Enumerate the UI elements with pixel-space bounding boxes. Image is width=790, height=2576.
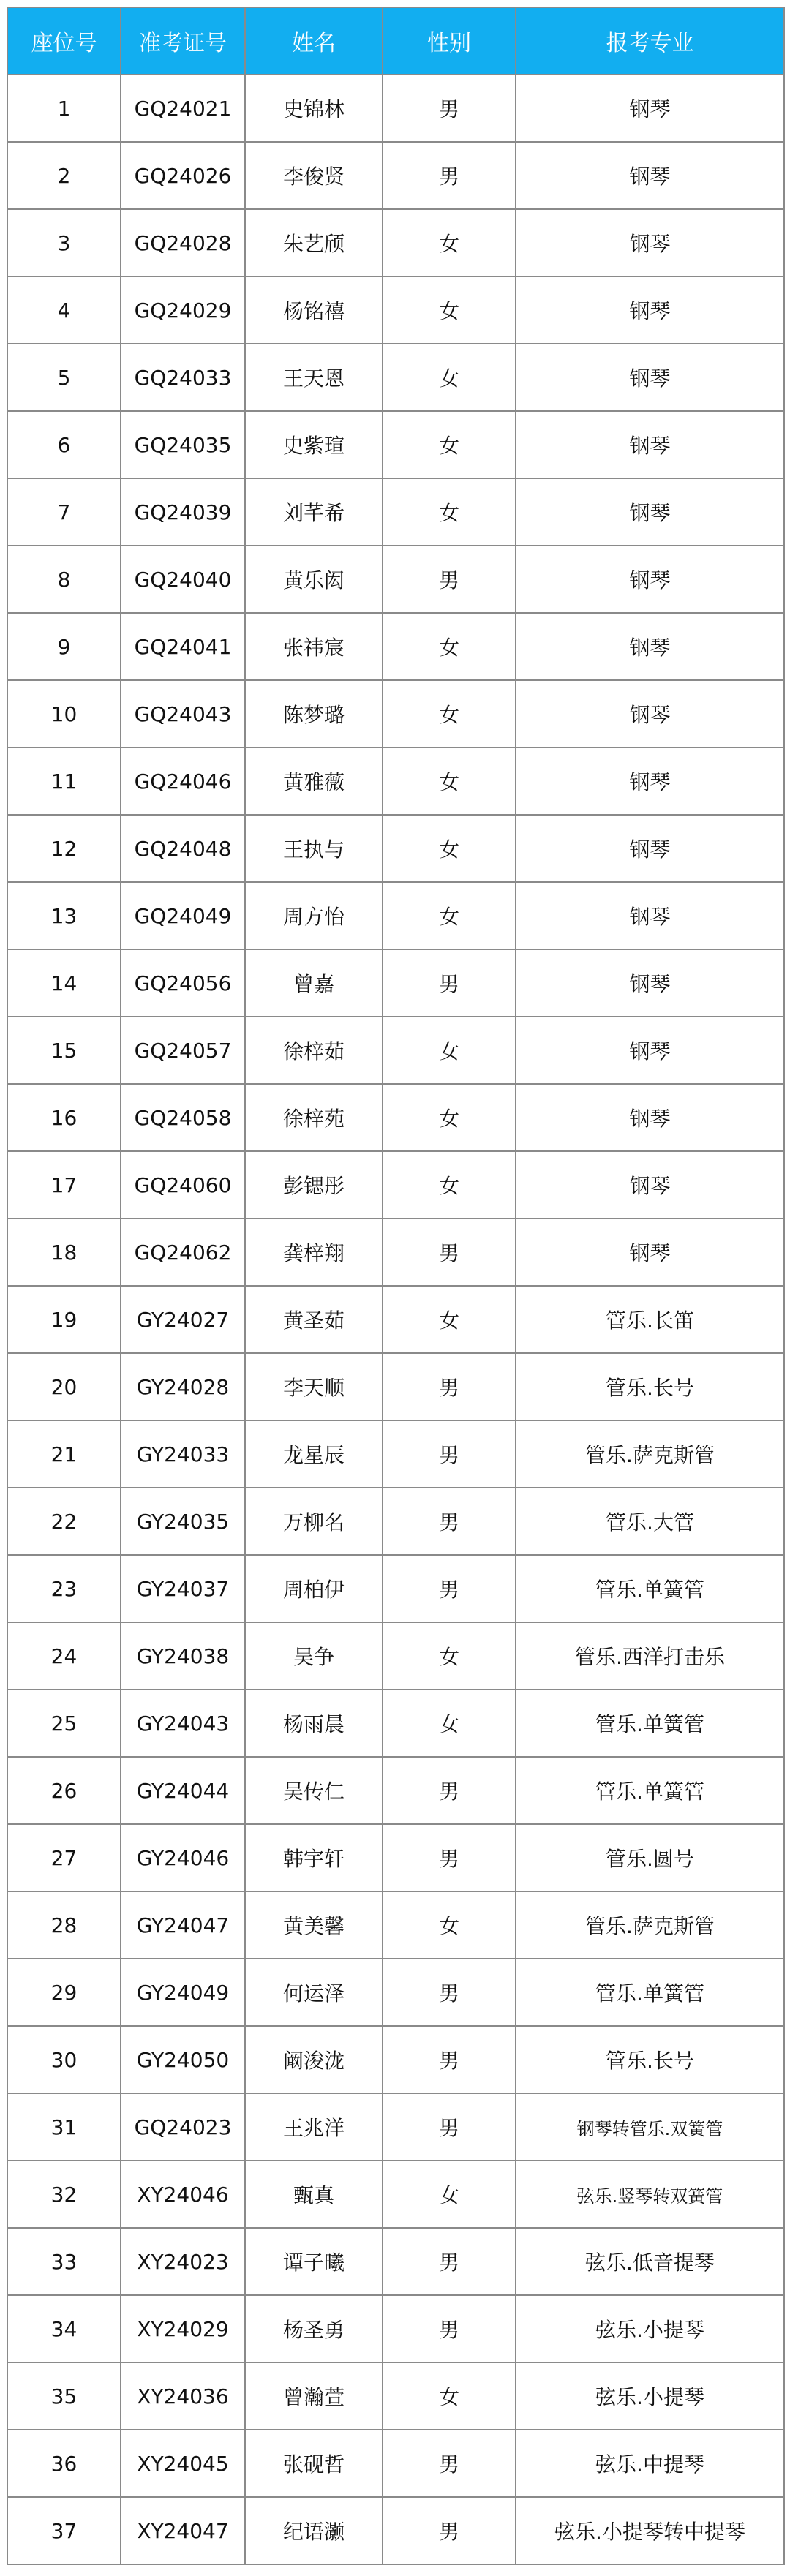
major-cell: 钢琴 [516, 1151, 784, 1219]
gender-cell: 男 [383, 1959, 516, 2026]
seat-number-cell: 11 [7, 747, 121, 815]
name-cell: 李天顺 [245, 1353, 383, 1420]
admission-ticket-cell: GQ24062 [121, 1219, 245, 1286]
seat-number-cell: 14 [7, 949, 121, 1017]
admission-ticket-cell: GY24044 [121, 1757, 245, 1824]
admission-ticket-cell: GQ24040 [121, 546, 245, 613]
gender-cell: 男 [383, 2497, 516, 2564]
header-name: 姓名 [245, 7, 383, 75]
seat-number-cell: 24 [7, 1622, 121, 1690]
major-cell: 钢琴 [516, 949, 784, 1017]
name-cell: 刘芊希 [245, 478, 383, 546]
gender-cell: 女 [383, 1286, 516, 1353]
name-cell: 龙星辰 [245, 1420, 383, 1488]
name-cell: 甄真 [245, 2161, 383, 2228]
major-cell: 管乐.长号 [516, 1353, 784, 1420]
admission-ticket-cell: GY24038 [121, 1622, 245, 1690]
admission-ticket-cell: GQ24056 [121, 949, 245, 1017]
name-cell: 周方怡 [245, 882, 383, 949]
table-row [7, 680, 784, 747]
gender-cell: 男 [383, 142, 516, 209]
admission-ticket-cell: GY24046 [121, 1824, 245, 1891]
name-cell: 吴争 [245, 1622, 383, 1690]
name-cell: 彭锶彤 [245, 1151, 383, 1219]
admission-ticket-cell: GY24035 [121, 1488, 245, 1555]
seat-number-cell: 25 [7, 1690, 121, 1757]
name-cell: 徐梓茹 [245, 1017, 383, 1084]
gender-cell: 男 [383, 1420, 516, 1488]
name-cell: 周柏伊 [245, 1555, 383, 1622]
seat-number-cell: 3 [7, 209, 121, 276]
admission-ticket-cell: GY24043 [121, 1690, 245, 1757]
table-row [7, 2497, 784, 2564]
seat-number-cell: 28 [7, 1891, 121, 1959]
seat-number-cell: 35 [7, 2362, 121, 2430]
name-cell: 徐梓苑 [245, 1084, 383, 1151]
seat-number-cell: 21 [7, 1420, 121, 1488]
seat-number-cell: 2 [7, 142, 121, 209]
seat-number-cell: 29 [7, 1959, 121, 2026]
name-cell: 王执与 [245, 815, 383, 882]
major-cell: 钢琴转管乐.双簧管 [516, 2093, 784, 2161]
gender-cell: 男 [383, 1488, 516, 1555]
name-cell: 万柳名 [245, 1488, 383, 1555]
name-cell: 陈梦璐 [245, 680, 383, 747]
gender-cell: 女 [383, 815, 516, 882]
table-row [7, 1555, 784, 1622]
table-row [7, 75, 784, 142]
major-cell: 管乐.单簧管 [516, 1757, 784, 1824]
table-row [7, 2430, 784, 2497]
admission-ticket-cell: GQ24048 [121, 815, 245, 882]
table-row [7, 344, 784, 411]
admission-ticket-cell: XY24036 [121, 2362, 245, 2430]
seat-number-cell: 36 [7, 2430, 121, 2497]
admission-ticket-cell: GQ24058 [121, 1084, 245, 1151]
table-body [7, 75, 784, 2564]
major-cell: 钢琴 [516, 1084, 784, 1151]
table-row [7, 2362, 784, 2430]
seat-number-cell: 18 [7, 1219, 121, 1286]
gender-cell: 男 [383, 1555, 516, 1622]
gender-cell: 女 [383, 1084, 516, 1151]
table-row [7, 1084, 784, 1151]
gender-cell: 女 [383, 882, 516, 949]
admission-ticket-cell: GY24033 [121, 1420, 245, 1488]
table-row [7, 1420, 784, 1488]
name-cell: 黄乐闳 [245, 546, 383, 613]
seat-number-cell: 34 [7, 2295, 121, 2362]
seat-number-cell: 13 [7, 882, 121, 949]
major-cell: 管乐.长号 [516, 2026, 784, 2093]
header-gender: 性别 [383, 7, 516, 75]
admission-ticket-cell: XY24029 [121, 2295, 245, 2362]
gender-cell: 女 [383, 2161, 516, 2228]
major-cell: 管乐.单簧管 [516, 1959, 784, 2026]
table-row [7, 815, 784, 882]
major-cell: 钢琴 [516, 209, 784, 276]
name-cell: 韩宇轩 [245, 1824, 383, 1891]
header-row [7, 7, 784, 75]
major-cell: 弦乐.小提琴转中提琴 [516, 2497, 784, 2564]
gender-cell: 男 [383, 546, 516, 613]
seat-number-cell: 37 [7, 2497, 121, 2564]
seat-number-cell: 33 [7, 2228, 121, 2295]
major-cell: 弦乐.竖琴转双簧管 [516, 2161, 784, 2228]
seat-number-cell: 7 [7, 478, 121, 546]
admission-ticket-cell: GQ24021 [121, 75, 245, 142]
admission-ticket-cell: GY24047 [121, 1891, 245, 1959]
major-cell: 钢琴 [516, 747, 784, 815]
gender-cell: 男 [383, 2228, 516, 2295]
gender-cell: 男 [383, 2430, 516, 2497]
name-cell: 黄雅薇 [245, 747, 383, 815]
table-row [7, 478, 784, 546]
name-cell: 杨雨晨 [245, 1690, 383, 1757]
table-row [7, 882, 784, 949]
seat-number-cell: 30 [7, 2026, 121, 2093]
admission-ticket-cell: GQ24060 [121, 1151, 245, 1219]
major-cell: 管乐.萨克斯管 [516, 1420, 784, 1488]
gender-cell: 女 [383, 411, 516, 478]
seat-number-cell: 5 [7, 344, 121, 411]
major-cell: 弦乐.中提琴 [516, 2430, 784, 2497]
table-row [7, 1824, 784, 1891]
name-cell: 曾嘉 [245, 949, 383, 1017]
name-cell: 何运泽 [245, 1959, 383, 2026]
admission-ticket-cell: GQ24029 [121, 276, 245, 344]
name-cell: 张祎宸 [245, 613, 383, 680]
table-row [7, 2228, 784, 2295]
major-cell: 管乐.单簧管 [516, 1690, 784, 1757]
seat-number-cell: 20 [7, 1353, 121, 1420]
seat-number-cell: 10 [7, 680, 121, 747]
major-cell: 管乐.大管 [516, 1488, 784, 1555]
seat-table-container [7, 7, 785, 2565]
major-cell: 管乐.单簧管 [516, 1555, 784, 1622]
table-row [7, 209, 784, 276]
gender-cell: 男 [383, 1824, 516, 1891]
table-row [7, 2093, 784, 2161]
major-cell: 钢琴 [516, 344, 784, 411]
name-cell: 黄美馨 [245, 1891, 383, 1959]
table-row [7, 2161, 784, 2228]
major-cell: 弦乐.小提琴 [516, 2362, 784, 2430]
admission-ticket-cell: GQ24043 [121, 680, 245, 747]
table-row [7, 1286, 784, 1353]
admission-ticket-cell: GY24050 [121, 2026, 245, 2093]
name-cell: 王天恩 [245, 344, 383, 411]
seat-number-cell: 6 [7, 411, 121, 478]
gender-cell: 男 [383, 2295, 516, 2362]
admission-ticket-cell: XY24047 [121, 2497, 245, 2564]
gender-cell: 男 [383, 1757, 516, 1824]
seat-table [7, 7, 785, 2565]
gender-cell: 男 [383, 75, 516, 142]
gender-cell: 女 [383, 2362, 516, 2430]
admission-ticket-cell: GY24027 [121, 1286, 245, 1353]
gender-cell: 男 [383, 949, 516, 1017]
seat-number-cell: 32 [7, 2161, 121, 2228]
name-cell: 吴传仁 [245, 1757, 383, 1824]
admission-ticket-cell: GQ24035 [121, 411, 245, 478]
major-cell: 钢琴 [516, 75, 784, 142]
header-admission-ticket: 准考证号 [121, 7, 245, 75]
admission-ticket-cell: GY24037 [121, 1555, 245, 1622]
table-row [7, 1151, 784, 1219]
gender-cell: 男 [383, 1353, 516, 1420]
gender-cell: 男 [383, 2093, 516, 2161]
admission-ticket-cell: GQ24046 [121, 747, 245, 815]
major-cell: 钢琴 [516, 680, 784, 747]
table-row [7, 1219, 784, 1286]
name-cell: 史紫瑄 [245, 411, 383, 478]
seat-number-cell: 1 [7, 75, 121, 142]
gender-cell: 女 [383, 276, 516, 344]
admission-ticket-cell: XY24023 [121, 2228, 245, 2295]
gender-cell: 女 [383, 344, 516, 411]
table-row [7, 1488, 784, 1555]
admission-ticket-cell: GQ24026 [121, 142, 245, 209]
table-row [7, 1017, 784, 1084]
major-cell: 管乐.圆号 [516, 1824, 784, 1891]
table-row [7, 949, 784, 1017]
major-cell: 管乐.长笛 [516, 1286, 784, 1353]
major-cell: 钢琴 [516, 1017, 784, 1084]
table-row [7, 613, 784, 680]
seat-number-cell: 15 [7, 1017, 121, 1084]
admission-ticket-cell: GQ24023 [121, 2093, 245, 2161]
gender-cell: 女 [383, 747, 516, 815]
major-cell: 钢琴 [516, 142, 784, 209]
admission-ticket-cell: XY24046 [121, 2161, 245, 2228]
name-cell: 纪语灏 [245, 2497, 383, 2564]
major-cell: 钢琴 [516, 411, 784, 478]
admission-ticket-cell: GQ24039 [121, 478, 245, 546]
seat-number-cell: 22 [7, 1488, 121, 1555]
admission-ticket-cell: GQ24033 [121, 344, 245, 411]
major-cell: 钢琴 [516, 546, 784, 613]
admission-ticket-cell: XY24045 [121, 2430, 245, 2497]
name-cell: 王兆洋 [245, 2093, 383, 2161]
major-cell: 钢琴 [516, 613, 784, 680]
name-cell: 张砚哲 [245, 2430, 383, 2497]
seat-number-cell: 27 [7, 1824, 121, 1891]
name-cell: 黄圣茹 [245, 1286, 383, 1353]
table-row [7, 546, 784, 613]
table-row [7, 2026, 784, 2093]
header-major: 报考专业 [516, 7, 784, 75]
major-cell: 钢琴 [516, 276, 784, 344]
gender-cell: 女 [383, 1017, 516, 1084]
header-seat-number: 座位号 [7, 7, 121, 75]
table-row [7, 2295, 784, 2362]
major-cell: 钢琴 [516, 815, 784, 882]
admission-ticket-cell: GY24049 [121, 1959, 245, 2026]
admission-ticket-cell: GY24028 [121, 1353, 245, 1420]
table-row [7, 411, 784, 478]
gender-cell: 女 [383, 1690, 516, 1757]
name-cell: 朱艺颀 [245, 209, 383, 276]
seat-number-cell: 8 [7, 546, 121, 613]
gender-cell: 女 [383, 1151, 516, 1219]
name-cell: 杨圣勇 [245, 2295, 383, 2362]
table-row [7, 1690, 784, 1757]
major-cell: 弦乐.低音提琴 [516, 2228, 784, 2295]
seat-number-cell: 4 [7, 276, 121, 344]
gender-cell: 男 [383, 2026, 516, 2093]
admission-ticket-cell: GQ24028 [121, 209, 245, 276]
gender-cell: 女 [383, 209, 516, 276]
seat-number-cell: 17 [7, 1151, 121, 1219]
name-cell: 谭子曦 [245, 2228, 383, 2295]
name-cell: 李俊贤 [245, 142, 383, 209]
major-cell: 钢琴 [516, 1219, 784, 1286]
seat-number-cell: 23 [7, 1555, 121, 1622]
table-row [7, 1891, 784, 1959]
seat-number-cell: 31 [7, 2093, 121, 2161]
table-row [7, 1757, 784, 1824]
major-cell: 管乐.西洋打击乐 [516, 1622, 784, 1690]
table-row [7, 1622, 784, 1690]
gender-cell: 男 [383, 1219, 516, 1286]
gender-cell: 女 [383, 1891, 516, 1959]
seat-number-cell: 12 [7, 815, 121, 882]
gender-cell: 女 [383, 680, 516, 747]
table-row [7, 142, 784, 209]
table-row [7, 276, 784, 344]
major-cell: 弦乐.小提琴 [516, 2295, 784, 2362]
seat-number-cell: 9 [7, 613, 121, 680]
table-row [7, 1353, 784, 1420]
table-row [7, 1959, 784, 2026]
name-cell: 杨铭禧 [245, 276, 383, 344]
admission-ticket-cell: GQ24049 [121, 882, 245, 949]
admission-ticket-cell: GQ24057 [121, 1017, 245, 1084]
table-header [7, 7, 784, 75]
name-cell: 阚浚泷 [245, 2026, 383, 2093]
gender-cell: 女 [383, 478, 516, 546]
major-cell: 钢琴 [516, 882, 784, 949]
name-cell: 曾瀚萱 [245, 2362, 383, 2430]
admission-ticket-cell: GQ24041 [121, 613, 245, 680]
name-cell: 史锦林 [245, 75, 383, 142]
gender-cell: 女 [383, 613, 516, 680]
gender-cell: 女 [383, 1622, 516, 1690]
table-row [7, 747, 784, 815]
name-cell: 龚梓翔 [245, 1219, 383, 1286]
major-cell: 钢琴 [516, 478, 784, 546]
major-cell: 管乐.萨克斯管 [516, 1891, 784, 1959]
seat-number-cell: 19 [7, 1286, 121, 1353]
seat-number-cell: 16 [7, 1084, 121, 1151]
seat-number-cell: 26 [7, 1757, 121, 1824]
